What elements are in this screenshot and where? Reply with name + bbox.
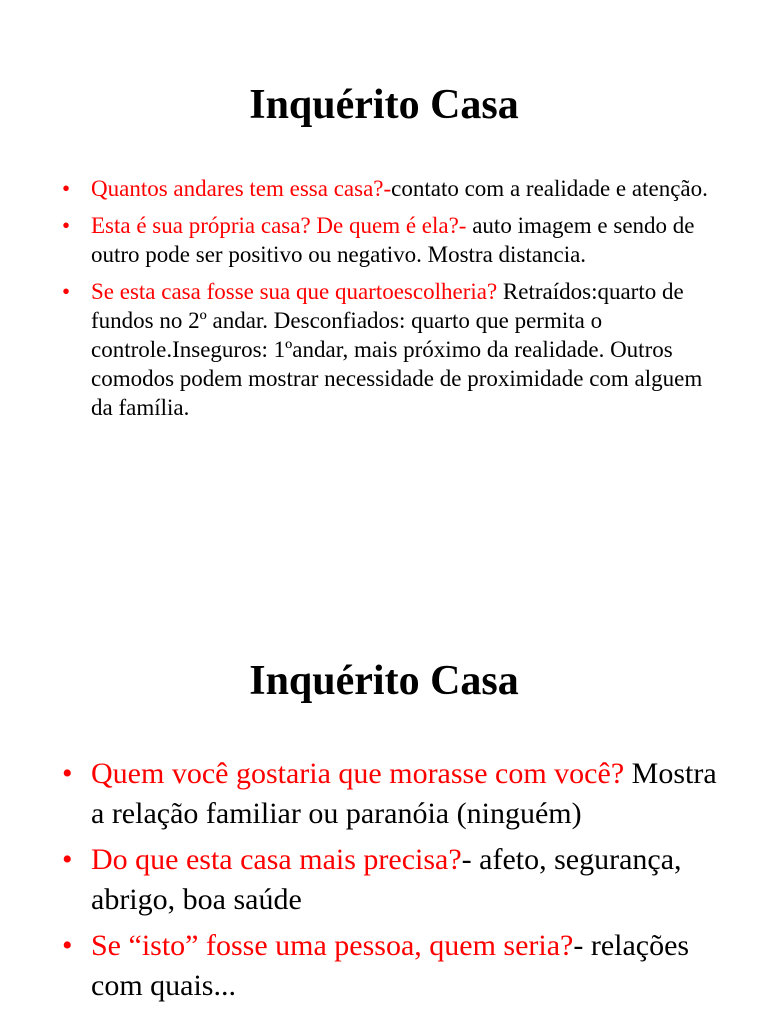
list-item [62, 174, 712, 203]
slide-title: Inquérito Casa [249, 82, 519, 128]
bullet-icon: • [62, 279, 71, 304]
list-item [62, 277, 712, 422]
question-text: Esta é sua própria casa? De quem é ela?- [91, 213, 467, 238]
list-item [62, 926, 730, 1006]
answer-text: Mostra a relação familiar ou paranóia (ninguém) [91, 757, 717, 830]
slide-2 [0, 560, 768, 1024]
answer-text: - relações com quais... [91, 929, 690, 1002]
list-item [62, 754, 730, 834]
bullet-icon: • [62, 929, 73, 962]
answer-text: contato com a realidade e atenção. [391, 176, 708, 201]
bullet-icon: • [62, 843, 73, 876]
question-text: Se “isto” fosse uma pessoa, quem seria? [91, 929, 574, 962]
bullet-icon: • [62, 757, 73, 790]
bullet-icon: • [62, 176, 71, 201]
slide-title: Inquérito Casa [249, 658, 519, 704]
bullet-list [62, 174, 712, 430]
answer-text: - afeto, segurança, abrigo, boa saúde [91, 843, 682, 916]
question-text: Quem você gostaria que morasse com você? [91, 757, 625, 790]
question-text: Se esta casa fosse sua que quartoescolheria? [91, 279, 498, 304]
question-text: Quantos andares tem essa casa?- [91, 176, 392, 201]
question-text: Do que esta casa mais precisa? [91, 843, 462, 876]
answer-text: Retraídos:quarto de fundos no 2º andar. Desconfiados: quarto que permita o controle.Inseguros: 1ºandar, mais próximo da realidade. Outros comodos podem mostrar necessidade de proximidade com alguem da família. [91, 279, 703, 420]
bullet-icon: • [62, 213, 71, 238]
bullet-list [62, 754, 730, 1012]
list-item [62, 211, 712, 269]
list-item [62, 840, 730, 920]
answer-text: auto imagem e sendo de outro pode ser positivo ou negativo. Mostra distancia. [91, 213, 695, 267]
